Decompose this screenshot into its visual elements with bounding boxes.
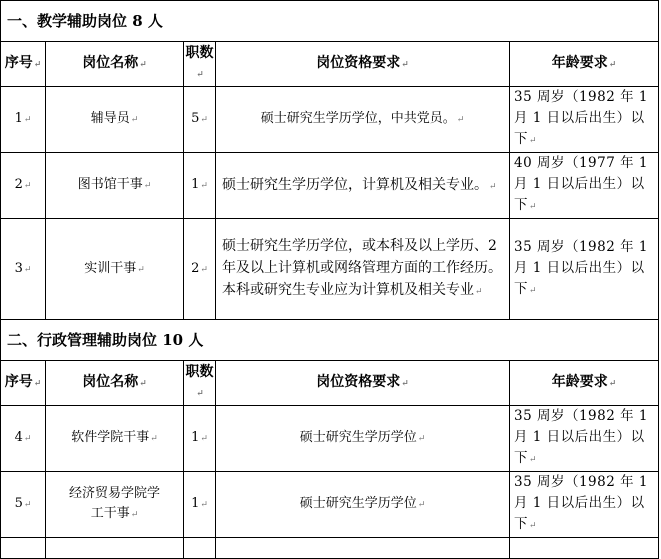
table-row: [1, 472, 659, 538]
paragraph-mark-icon: ↵: [200, 115, 208, 125]
paragraph-mark-icon: ↵: [150, 434, 158, 444]
section-title-row: [1, 1, 659, 42]
cell-req: 硕士研究生学历学位↵: [216, 472, 510, 538]
cell-age: 40 周岁（1977 年 1 月 1 日以后出生）以下↵: [510, 153, 659, 219]
paragraph-mark-icon: ↵: [23, 500, 32, 510]
paragraph-mark-icon: ↵: [529, 521, 538, 531]
paragraph-mark-icon: ↵: [529, 455, 538, 465]
cell-name: 图书馆干事↵: [46, 153, 184, 219]
header-seq: 序号↵: [1, 361, 46, 406]
paragraph-mark-icon: ↵: [529, 202, 538, 212]
paragraph-mark-icon: ↵: [200, 181, 208, 191]
section-title-row: [1, 320, 659, 361]
cell-seq: 1↵: [1, 87, 46, 153]
paragraph-mark-icon: ↵: [33, 60, 42, 70]
paragraph-mark-icon: ↵: [417, 434, 426, 444]
paragraph-mark-icon: ↵: [137, 264, 145, 275]
cell-count: 1↵: [184, 472, 216, 538]
cell-req: 硕士研究生学历学位↵: [216, 406, 510, 472]
cell-age: 35 周岁（1982 年 1 月 1 日以后出生）以下↵: [510, 406, 659, 472]
paragraph-mark-icon: ↵: [456, 115, 465, 125]
header-req: 岗位资格要求↵: [216, 42, 510, 87]
section-title: 二、行政管理辅助岗位 10 人: [1, 320, 659, 361]
paragraph-mark-icon: ↵: [23, 264, 32, 275]
paragraph-mark-icon: ↵: [23, 115, 32, 125]
paragraph-mark-icon: ↵: [401, 60, 409, 70]
cell-count: 5↵: [184, 87, 216, 153]
paragraph-mark-icon: ↵: [143, 181, 152, 191]
table-row: [1, 87, 659, 153]
paragraph-mark-icon: ↵: [130, 510, 139, 520]
cell-seq: 2↵: [1, 153, 46, 219]
table-row: [1, 406, 659, 472]
paragraph-mark-icon: ↵: [200, 434, 208, 444]
table-header-row: [1, 42, 659, 87]
header-name: 岗位名称↵: [46, 42, 184, 87]
cell-name: 辅导员↵: [46, 87, 184, 153]
cell-req: 硕士研究生学历学位，计算机及相关专业。↵: [216, 153, 510, 219]
header-seq: 序号↵: [1, 42, 46, 87]
cell-age: 35 周岁（1982 年 1 月 1 日以后出生）以下↵: [510, 219, 659, 320]
header-count: 职数↵: [184, 361, 216, 406]
paragraph-mark-icon: ↵: [200, 500, 208, 510]
paragraph-mark-icon: ↵: [608, 60, 617, 70]
table-header-row: [1, 361, 659, 406]
table-row-cutoff: [1, 538, 659, 559]
cell-age: 35 周岁（1982 年 1 月 1 日以后出生）以下↵: [510, 472, 659, 538]
cell-name: 软件学院干事↵: [46, 406, 184, 472]
paragraph-mark-icon: ↵: [33, 379, 42, 389]
paragraph-mark-icon: ↵: [417, 500, 426, 510]
paragraph-mark-icon: ↵: [130, 115, 139, 125]
paragraph-mark-icon: ↵: [139, 379, 147, 389]
paragraph-mark-icon: ↵: [489, 181, 497, 192]
cell-name: 实训干事↵: [46, 219, 184, 320]
table-row: [1, 219, 659, 320]
paragraph-mark-icon: ↵: [196, 70, 204, 80]
header-age: 年龄要求↵: [510, 42, 659, 87]
table-row: [1, 153, 659, 219]
paragraph-mark-icon: ↵: [608, 379, 617, 389]
paragraph-mark-icon: ↵: [200, 264, 208, 275]
paragraph-mark-icon: ↵: [475, 287, 483, 297]
paragraph-mark-icon: ↵: [23, 434, 32, 444]
paragraph-mark-icon: ↵: [529, 285, 538, 296]
header-count: 职数↵: [184, 42, 216, 87]
cell-req: 硕士研究生学历学位，或本科及以上学历、2 年及以上计算机或网络管理方面的工作经历。本科或研究生专业应为计算机及相关专业↵: [216, 219, 510, 320]
paragraph-mark-icon: ↵: [529, 136, 538, 146]
cell-count: 1↵: [184, 153, 216, 219]
header-req: 岗位资格要求↵: [216, 361, 510, 406]
paragraph-mark-icon: ↵: [196, 389, 204, 399]
cell-seq: 3↵: [1, 219, 46, 320]
paragraph-mark-icon: ↵: [139, 60, 147, 70]
cell-count: 1↵: [184, 406, 216, 472]
cell-count: 2↵: [184, 219, 216, 320]
cell-seq: 4↵: [1, 406, 46, 472]
cell-req: 硕士研究生学历学位，中共党员。↵: [216, 87, 510, 153]
header-age: 年龄要求↵: [510, 361, 659, 406]
cell-age: 35 周岁（1982 年 1 月 1 日以后出生）以下↵: [510, 87, 659, 153]
cell-name: 经济贸易学院学工干事↵: [46, 472, 184, 538]
paragraph-mark-icon: ↵: [23, 181, 32, 191]
paragraph-mark-icon: ↵: [401, 379, 409, 389]
cell-seq: 5↵: [1, 472, 46, 538]
header-name: 岗位名称↵: [46, 361, 184, 406]
section-title: 一、教学辅助岗位 8 人: [1, 1, 659, 42]
